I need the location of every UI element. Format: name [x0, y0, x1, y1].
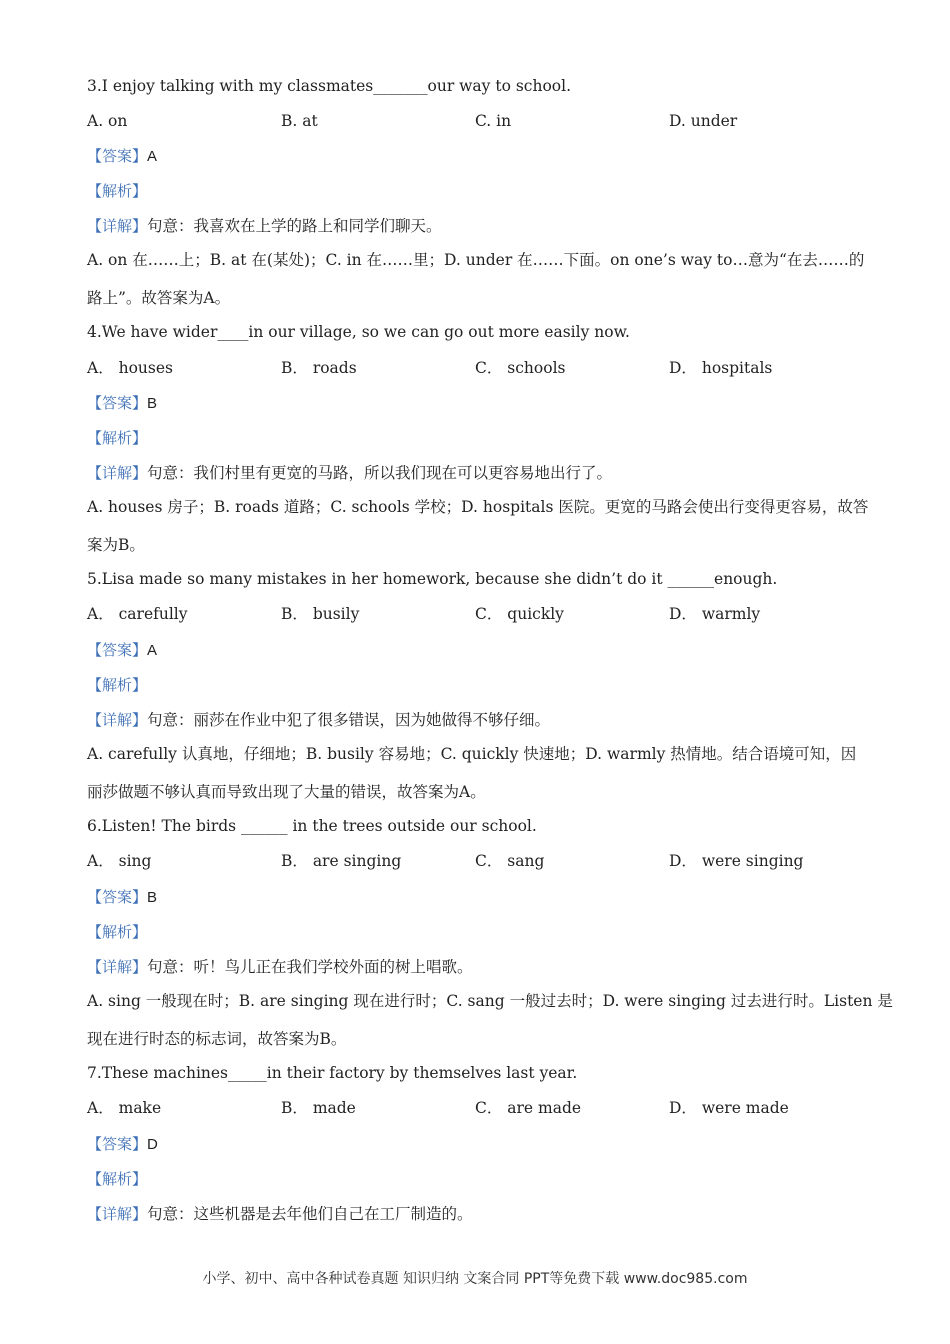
explanation-line: A. houses 房子；B. roads 道路；C. schools 学校；D. hospitals 医院。更宽的马路会使出行变得更容易，故答	[87, 498, 869, 516]
detail-meaning: 句意：这些机器是去年他们自己在工厂制造的。	[147, 1205, 473, 1223]
answer-row	[87, 393, 157, 414]
detail-label: 【详解】	[87, 1205, 148, 1223]
analysis-label: 【解析】	[87, 182, 148, 200]
option-d: D． hospitals	[669, 359, 773, 377]
option-b: B. at	[281, 112, 318, 130]
question-stem: 6.Listen! The birds ______ in the trees outside our school.	[87, 817, 537, 835]
answer-label: 【答案】	[87, 147, 148, 165]
explanation-line: A. sing 一般现在时；B. are singing 现在进行时；C. sang 一般过去时；D. were singing 过去进行时。Listen 是	[87, 992, 893, 1010]
detail-meaning: 句意：我喜欢在上学的路上和同学们聊天。	[147, 217, 442, 235]
option-d: D． warmly	[669, 605, 761, 623]
detail-label: 【详解】	[87, 711, 148, 729]
detail-label: 【详解】	[87, 958, 148, 976]
detail-meaning: 句意：我们村里有更宽的马路，所以我们现在可以更容易地出行了。	[147, 464, 613, 482]
answer-label: 【答案】	[87, 1135, 148, 1153]
question-stem: 5.Lisa made so many mistakes in her homework, because she didn’t do it ______enough.	[87, 570, 778, 588]
option-c: C． are made	[475, 1099, 582, 1117]
detail-row	[87, 1204, 473, 1224]
explanation-line: A. carefully 认真地，仔细地；B. busily 容易地；C. quickly 快速地；D. warmly 热情地。结合语境可知，因	[87, 745, 857, 763]
question-stem: 4.We have wider____in our village, so we can go out more easily now.	[87, 323, 630, 341]
analysis-label: 【解析】	[87, 923, 148, 941]
option-a: A． carefully	[87, 605, 188, 623]
detail-label: 【详解】	[87, 217, 148, 235]
analysis-row	[87, 922, 147, 942]
option-b: B． busily	[281, 605, 360, 623]
option-c: C. in	[475, 112, 512, 130]
option-d: D． were made	[669, 1099, 789, 1117]
detail-meaning: 句意：丽莎在作业中犯了很多错误，因为她做得不够仔细。	[147, 711, 551, 729]
explanation-line: 丽莎做题不够认真而导致出现了大量的错误，故答案为A。	[87, 783, 486, 801]
option-a: A． houses	[87, 359, 173, 377]
analysis-row	[87, 1169, 147, 1189]
answer-row	[87, 640, 157, 661]
detail-row	[87, 710, 550, 730]
detail-label: 【详解】	[87, 464, 148, 482]
answer-value: A	[147, 148, 158, 165]
answer-row	[87, 146, 157, 167]
answer-label: 【答案】	[87, 641, 148, 659]
question-stem: 7.These machines_____in their factory by themselves last year.	[87, 1064, 578, 1082]
answer-label: 【答案】	[87, 888, 148, 906]
analysis-row	[87, 675, 147, 695]
answer-value: B	[147, 395, 158, 412]
analysis-label: 【解析】	[87, 429, 148, 447]
explanation-line: 案为B。	[87, 536, 145, 554]
option-b: B． roads	[281, 359, 357, 377]
answer-value: B	[147, 889, 158, 906]
detail-row	[87, 463, 612, 483]
explanation-line: 现在进行时态的标志词，故答案为B。	[87, 1030, 347, 1048]
analysis-row	[87, 428, 147, 448]
detail-meaning: 句意：听！鸟儿正在我们学校外面的树上唱歌。	[147, 958, 473, 976]
question-stem: 3.I enjoy talking with my classmates_______our way to school.	[87, 77, 571, 95]
option-a: A. on	[87, 112, 128, 130]
explanation-line: A. on 在……上；B. at 在(某处)；C. in 在……里；D. under 在……下面。on one’s way to…意为“在去……的	[87, 251, 865, 269]
answer-label: 【答案】	[87, 394, 148, 412]
option-b: B． made	[281, 1099, 356, 1117]
answer-row	[87, 887, 157, 908]
analysis-label: 【解析】	[87, 676, 148, 694]
option-a: A． sing	[87, 852, 152, 870]
option-c: C． schools	[475, 359, 566, 377]
option-a: A． make	[87, 1099, 162, 1117]
page-footer: 小学、初中、高中各种试卷真题 知识归纳 文案合同 PPT等免费下载 www.doc985.com	[202, 1271, 748, 1287]
option-c: C． sang	[475, 852, 545, 870]
answer-row	[87, 1134, 158, 1155]
detail-row	[87, 957, 473, 977]
answer-value: D	[147, 1136, 158, 1153]
detail-row	[87, 216, 442, 236]
option-d: D. under	[669, 112, 738, 130]
analysis-row	[87, 181, 147, 201]
option-b: B． are singing	[281, 852, 402, 870]
answer-value: A	[147, 642, 158, 659]
option-c: C． quickly	[475, 605, 564, 623]
explanation-line: 路上”。故答案为A。	[87, 289, 231, 307]
analysis-label: 【解析】	[87, 1170, 148, 1188]
option-d: D． were singing	[669, 852, 804, 870]
